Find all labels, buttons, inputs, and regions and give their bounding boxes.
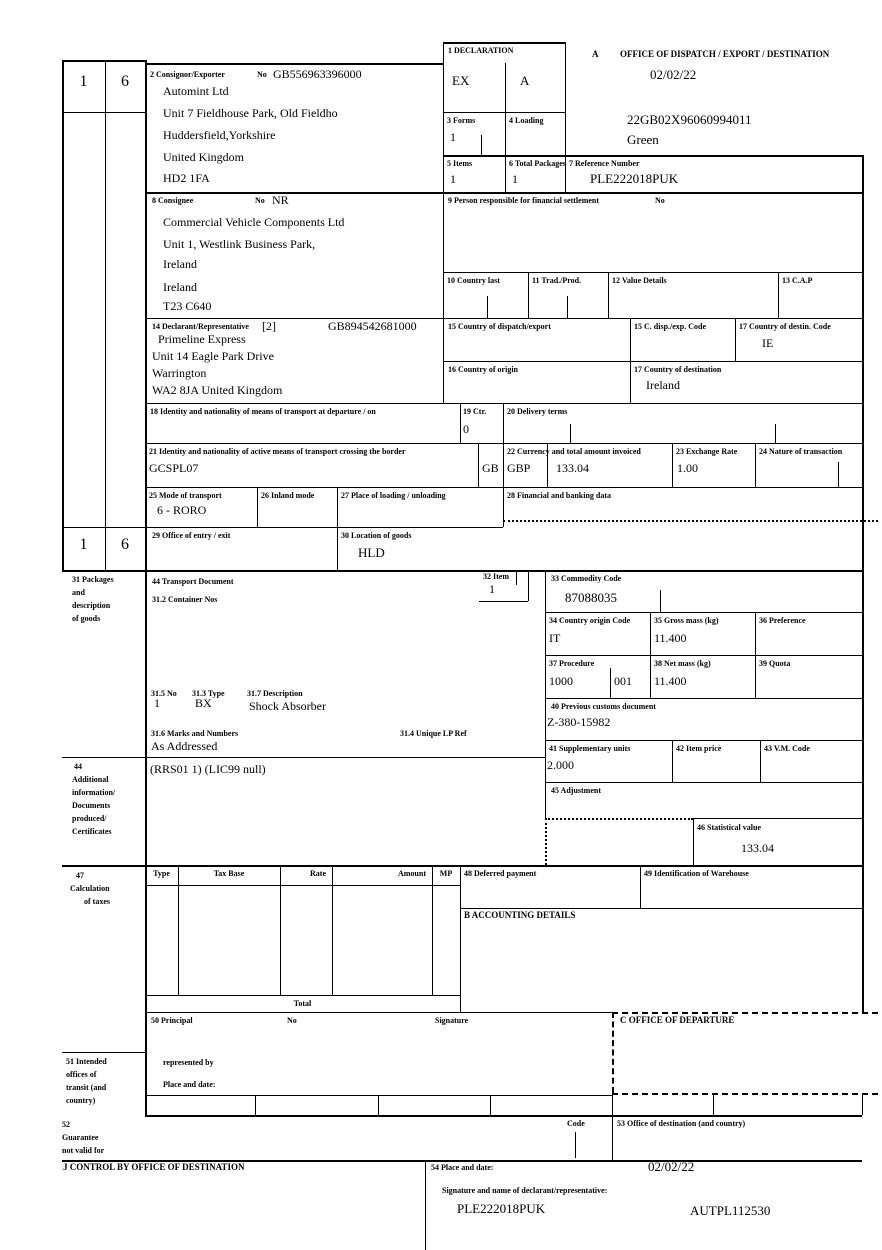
border-line: [672, 740, 673, 782]
box2-label: 2 Consignor/Exporter: [150, 70, 225, 79]
tax-header-mp: MP: [439, 869, 453, 878]
border-line: [145, 995, 460, 996]
border-line: [755, 612, 756, 698]
box7-value: PLE222018PUK: [590, 171, 679, 186]
box20-label: 20 Delivery terms: [507, 407, 568, 416]
box51-margin-label: transit (and: [66, 1083, 107, 1092]
box31-6-label: 31.6 Marks and Numbers: [151, 729, 239, 738]
border-line: [255, 1095, 256, 1115]
box1-label: 1 DECLARATION: [448, 46, 514, 55]
box15a-label: 15 C. disp./exp. Code: [634, 322, 707, 331]
box14-line: WA2 8JA United Kingdom: [152, 383, 283, 397]
border-line: [735, 318, 736, 361]
tax-column-line: [178, 865, 179, 995]
office-a-title: OFFICE OF DISPATCH / EXPORT / DESTINATION: [620, 49, 830, 59]
box53-label: 53 Office of destination (and country): [617, 1119, 746, 1128]
box21-label: 21 Identity and nationality of active means of transport crossing the border: [149, 447, 406, 456]
box46-label: 46 Statistical value: [697, 823, 761, 832]
border-line: [145, 1115, 862, 1117]
dotted-divider: [503, 520, 878, 522]
box40-value: Z-380-15982: [547, 715, 611, 729]
box39-label: 39 Quota: [759, 659, 791, 668]
box31-7-label: 31.7 Description: [247, 689, 303, 698]
box3-value: 1: [450, 130, 456, 144]
box2-eori: GB556963396000: [273, 67, 362, 81]
border-line: [545, 782, 862, 783]
box47-margin-label: 47: [76, 871, 84, 880]
box31-margin-label: 31 Packages: [72, 575, 114, 584]
tick-line: [481, 135, 482, 155]
box8-line: Ireland: [163, 257, 197, 271]
box31-3-value: BX: [195, 696, 212, 710]
section-c-label: C OFFICE OF DEPARTURE: [620, 1015, 735, 1025]
box47-margin-label: Calculation: [70, 884, 110, 893]
office-a-letter: A: [592, 49, 599, 59]
border-line: [145, 1012, 612, 1013]
box54-reference: PLE222018PUK: [457, 1201, 546, 1216]
box13-label: 13 C.A.P: [782, 276, 813, 285]
box52-margin-label: Guarantee: [62, 1133, 99, 1142]
box44-margin-label: Additional: [72, 775, 109, 784]
border-line: [443, 272, 862, 273]
box8-id: NR: [272, 193, 289, 207]
border-line: [755, 443, 756, 487]
box8-no-label: No: [255, 196, 265, 205]
border-line: [460, 865, 461, 1012]
box46-value: 133.04: [741, 841, 774, 855]
copy-number-6: 6: [121, 73, 129, 90]
box33-label: 33 Commodity Code: [551, 574, 622, 583]
box52-margin-label: not valid for: [62, 1146, 105, 1155]
box8-line: Commercial Vehicle Components Ltd: [163, 215, 345, 229]
box17-label: 17 Country of destination: [634, 365, 722, 374]
border-line: [640, 865, 641, 908]
dashed-border: [612, 1012, 614, 1093]
box38-label: 38 Net mass (kg): [654, 659, 711, 668]
section-b-label: B ACCOUNTING DETAILS: [464, 910, 576, 920]
box50-no-label: No: [287, 1016, 297, 1025]
border-line: [490, 1095, 491, 1115]
box42-label: 42 Item price: [676, 744, 722, 753]
box15-label: 15 Country of dispatch/export: [448, 322, 551, 331]
border-line: [565, 42, 566, 192]
box31-margin-label: and: [72, 588, 85, 597]
tick-line: [660, 590, 661, 612]
box44-value: (RRS01 1) (LIC99 null): [150, 762, 266, 776]
tax-header-amount: Amount: [397, 869, 426, 878]
border-line: [443, 42, 444, 403]
box31-5-label: 31.5 No: [151, 689, 177, 698]
box37-value-2: 001: [614, 674, 632, 688]
box4-label: 4 Loading: [509, 116, 544, 125]
box22-label: 22 Currency and total amount invoiced: [507, 447, 641, 456]
dashed-border: [612, 1012, 878, 1014]
box30-value: HLD: [358, 545, 385, 560]
border-line: [62, 112, 145, 113]
border-line: [145, 885, 460, 886]
box3-label: 3 Forms: [447, 116, 476, 125]
box10-label: 10 Country last: [447, 276, 500, 285]
box44-margin-label: Documents: [72, 801, 111, 810]
tick-line: [487, 296, 488, 318]
box11-label: 11 Trad./Prod.: [532, 276, 582, 285]
border-line: [145, 192, 862, 194]
border-line: [62, 757, 545, 758]
border-line: [145, 60, 147, 1115]
box28-label: 28 Financial and banking data: [507, 491, 612, 500]
box50-place-date: Place and date:: [163, 1080, 216, 1089]
box8-line: T23 C640: [163, 299, 212, 313]
box51-margin-label: offices of: [66, 1070, 97, 1079]
box44-margin-label: produced/: [72, 814, 107, 823]
box52-code-label: Code: [567, 1119, 585, 1128]
copy-number-1: 1: [79, 536, 88, 553]
box23-label: 23 Exchange Rate: [676, 447, 738, 456]
tick-line: [570, 424, 571, 443]
box37-label: 37 Procedure: [549, 659, 595, 668]
box2-no-label: No: [257, 70, 267, 79]
tax-column-line: [432, 865, 433, 995]
border-line: [545, 655, 862, 656]
box54-signature-label: Signature and name of declarant/representative:: [442, 1186, 608, 1195]
box8-line: Unit 1, Westlink Business Park,: [163, 237, 316, 251]
box25-label: 25 Mode of transport: [149, 491, 222, 500]
border-line: [608, 272, 609, 318]
border-line: [62, 527, 503, 528]
box45-label: 45 Adjustment: [551, 786, 602, 795]
border-line: [672, 443, 673, 487]
box9-no-label: No: [655, 196, 665, 205]
box29-label: 29 Office of entry / exit: [152, 531, 231, 540]
box36-label: 36 Preference: [759, 616, 806, 625]
box30-label: 30 Location of goods: [341, 531, 412, 540]
border-line: [460, 908, 862, 909]
box23-value: 1.00: [677, 461, 698, 475]
box14-label: 14 Declarant/Representative: [152, 322, 249, 331]
box44-margin-label: information/: [72, 788, 116, 797]
box44-margin-label: Certificates: [72, 827, 112, 836]
tax-header-rate: Rate: [310, 869, 326, 878]
box2-line: United Kingdom: [163, 150, 244, 164]
border-line: [760, 740, 761, 782]
border-line: [337, 487, 338, 570]
tick-line: [775, 424, 776, 443]
box14-line: Unit 14 Eagle Park Drive: [152, 349, 274, 363]
box41-label: 41 Supplementary units: [549, 744, 631, 753]
box31-margin-label: of goods: [72, 614, 101, 623]
box31-6-value: As Addressed: [151, 739, 218, 753]
border-line: [650, 612, 651, 698]
box22-currency: GBP: [507, 461, 531, 475]
box17a-value: IE: [762, 336, 774, 350]
border-line: [105, 60, 106, 570]
box51-margin-label: 51 Intended: [66, 1057, 107, 1066]
box17a-label: 17 Country of destin. Code: [739, 322, 831, 331]
box14-eori: GB894542681000: [328, 319, 417, 333]
box2-line: HD2 1FA: [163, 171, 210, 185]
box41-value: 2.000: [547, 758, 574, 772]
box19-label: 19 Ctr.: [463, 407, 487, 416]
section-j-label: J CONTROL BY OFFICE OF DESTINATION: [63, 1162, 245, 1172]
border-line: [630, 318, 631, 403]
office-a-date: 02/02/22: [650, 67, 697, 82]
tax-header-base: Tax Base: [213, 869, 245, 878]
border-line: [545, 740, 862, 741]
border-line: [378, 1095, 379, 1115]
border-line: [443, 112, 565, 113]
box50-represented-by: represented by: [163, 1058, 214, 1067]
box35-value: 11.400: [654, 631, 687, 645]
item-bracket: [479, 601, 528, 602]
box14-line: Primeline Express: [158, 332, 246, 346]
border-line: [503, 403, 504, 527]
border-line: [145, 63, 443, 65]
tick-line: [838, 462, 839, 487]
border-line: [62, 60, 64, 570]
box6-label: 6 Total Packages: [509, 159, 566, 168]
border-line: [62, 60, 145, 62]
box5-value: 1: [450, 172, 456, 186]
border-line: [443, 361, 862, 362]
box22-amount: 133.04: [556, 461, 589, 475]
copy-number-6: 6: [121, 536, 129, 553]
box19-value: 0: [463, 422, 469, 436]
tick-line: [516, 571, 517, 585]
box50-signature-label: Signature: [435, 1016, 469, 1025]
box8-label: 8 Consignee: [152, 196, 194, 205]
box34-label: 34 Country origin Code: [549, 616, 631, 625]
box37-value-1: 1000: [549, 674, 573, 688]
border-line: [62, 1052, 145, 1053]
office-a-routing: Green: [627, 132, 659, 147]
box31-4-label: 31.4 Unique LP Ref: [400, 729, 467, 738]
box47-margin-label: of taxes: [84, 897, 110, 906]
box50-label: 50 Principal: [151, 1016, 193, 1025]
border-line: [693, 818, 694, 865]
box33-value: 87088035: [565, 590, 617, 605]
box5-label: 5 Items: [447, 159, 473, 168]
box44-transport-doc-label: 44 Transport Document: [152, 577, 234, 586]
border-line: [610, 668, 611, 698]
section-line: [62, 570, 862, 572]
box2-line: Huddersfield,Yorkshire: [163, 128, 276, 142]
tick-line: [567, 296, 568, 318]
box32-label: 32 Item: [483, 572, 509, 581]
box12-label: 12 Value Details: [612, 276, 667, 285]
border-line: [862, 155, 864, 1012]
border-line: [545, 570, 546, 818]
box48-label: 48 Deferred payment: [464, 869, 537, 878]
box2-line: Unit 7 Fieldhouse Park, Old Fieldho: [163, 106, 338, 120]
border-line: [528, 272, 529, 318]
item-bracket: [528, 571, 529, 601]
border-line: [505, 63, 506, 192]
border-line: [693, 818, 862, 819]
border-line: [612, 1093, 613, 1160]
tick-line: [575, 1132, 576, 1158]
box44-margin-label: 44: [74, 762, 82, 771]
box40-label: 40 Previous customs document: [551, 702, 656, 711]
box51-margin-label: country): [66, 1096, 96, 1105]
box26-label: 26 Inland mode: [261, 491, 315, 500]
border-line: [145, 318, 862, 319]
border-line: [778, 272, 779, 318]
border-line: [713, 1093, 714, 1115]
border-line: [425, 1160, 426, 1250]
box25-value: 6 - RORO: [157, 503, 207, 517]
box14-line: Warrington: [152, 366, 207, 380]
tax-column-line: [280, 865, 281, 995]
box21-value: GCSPL07: [149, 461, 199, 475]
box17-value: Ireland: [646, 378, 680, 392]
box34-value: IT: [549, 631, 561, 645]
border-line: [478, 443, 479, 487]
box31-7-value: Shock Absorber: [249, 699, 326, 713]
box1-declaration-subtype: A: [520, 73, 530, 88]
box54-label: 54 Place and date:: [431, 1163, 494, 1172]
box54-date: 02/02/22: [648, 1159, 695, 1174]
box24-label: 24 Nature of transaction: [759, 447, 843, 456]
dotted-divider: [545, 818, 693, 820]
box31-5-value: 1: [154, 696, 160, 710]
box54-auth-code: AUTPL112530: [690, 1203, 771, 1218]
box49-label: 49 Identification of Warehouse: [644, 869, 749, 878]
box6-value: 1: [512, 172, 518, 186]
border-line: [862, 1093, 863, 1115]
box1-declaration-type: EX: [452, 73, 470, 88]
section-line: [62, 865, 862, 867]
border-line: [460, 403, 461, 443]
box31-3-label: 31.3 Type: [192, 689, 225, 698]
border-line: [545, 698, 862, 699]
border-line: [443, 42, 565, 44]
box14-code: [2]: [262, 319, 276, 333]
box52-margin-label: 52: [62, 1120, 70, 1129]
box35-label: 35 Gross mass (kg): [654, 616, 719, 625]
box8-line: Ireland: [163, 280, 197, 294]
box7-label: 7 Reference Number: [569, 159, 640, 168]
box21-nationality: GB: [482, 461, 499, 475]
dashed-border: [612, 1093, 878, 1095]
box16-label: 16 Country of origin: [448, 365, 518, 374]
tax-total-label: Total: [293, 999, 312, 1008]
office-a-mrn: 22GB02X96060994011: [627, 112, 752, 127]
box2-line: Automint Ltd: [163, 84, 229, 98]
tax-column-line: [332, 865, 333, 995]
dotted-divider: [545, 818, 547, 865]
box31-2-label: 31.2 Container Nos: [152, 595, 218, 604]
box31-margin-label: description: [72, 601, 111, 610]
border-line: [257, 487, 258, 527]
border-line: [545, 612, 862, 613]
box27-label: 27 Place of loading / unloading: [341, 491, 446, 500]
box43-label: 43 V.M. Code: [764, 744, 810, 753]
box18-label: 18 Identity and nationality of means of transport at departure / on: [150, 407, 376, 416]
box38-value: 11.400: [654, 674, 687, 688]
box32-value: 1: [489, 582, 495, 596]
copy-number-1: 1: [79, 73, 88, 90]
tax-header-type: Type: [153, 869, 170, 878]
box9-label: 9 Person responsible for financial settlement: [448, 196, 600, 205]
